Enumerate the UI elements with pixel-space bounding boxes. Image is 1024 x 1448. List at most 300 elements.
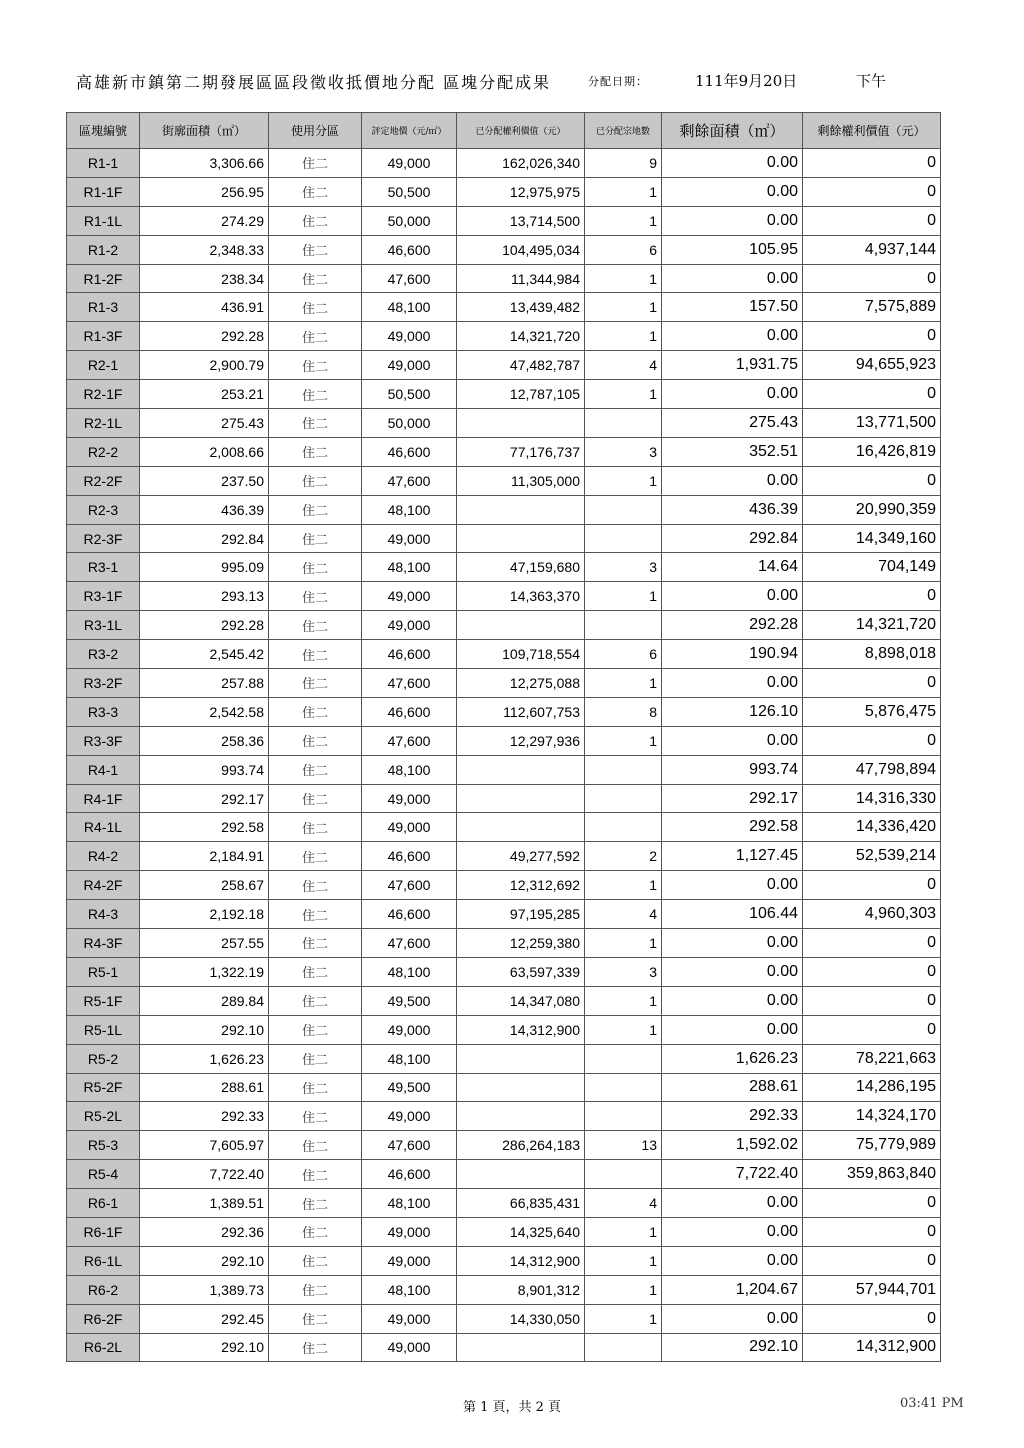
cell-assessed-price: 47,600 [362, 466, 457, 495]
cell-allocated-value [457, 1073, 585, 1102]
cell-zoning: 住二 [269, 813, 362, 842]
cell-zoning: 住二 [269, 1304, 362, 1333]
cell-zoning: 住二 [269, 1246, 362, 1275]
cell-block-id: R3-2 [67, 640, 140, 669]
cell-zoning: 住二 [269, 1333, 362, 1362]
cell-block-id: R6-1L [67, 1246, 140, 1275]
cell-block-area: 3,306.66 [140, 149, 269, 178]
cell-allocated-parcels: 1 [585, 1246, 662, 1275]
cell-allocated-parcels [585, 409, 662, 438]
cell-zoning: 住二 [269, 293, 362, 322]
table-row [67, 726, 941, 755]
table-row [67, 784, 941, 813]
cell-block-area: 995.09 [140, 553, 269, 582]
cell-assessed-price: 49,000 [362, 784, 457, 813]
cell-block-area: 7,722.40 [140, 1160, 269, 1189]
cell-zoning: 住二 [269, 726, 362, 755]
cell-block-area: 238.34 [140, 264, 269, 293]
cell-block-area: 237.50 [140, 466, 269, 495]
cell-block-area: 292.17 [140, 784, 269, 813]
table-row [67, 1189, 941, 1218]
cell-remaining-area: 0.00 [662, 380, 803, 409]
cell-assessed-price: 49,000 [362, 1304, 457, 1333]
cell-block-area: 436.39 [140, 495, 269, 524]
cell-allocated-parcels: 1 [585, 206, 662, 235]
cell-assessed-price: 49,000 [362, 524, 457, 553]
cell-assessed-price: 48,100 [362, 957, 457, 986]
cell-remaining-value: 7,575,889 [803, 293, 941, 322]
table-row [67, 1217, 941, 1246]
cell-assessed-price: 46,600 [362, 900, 457, 929]
cell-allocated-parcels: 1 [585, 1304, 662, 1333]
cell-allocated-value: 14,363,370 [457, 582, 585, 611]
cell-allocated-value: 14,347,080 [457, 986, 585, 1015]
cell-allocated-parcels: 2 [585, 842, 662, 871]
cell-assessed-price: 46,600 [362, 437, 457, 466]
table-row [67, 1160, 941, 1189]
cell-zoning: 住二 [269, 322, 362, 351]
cell-remaining-area: 0.00 [662, 1217, 803, 1246]
cell-zoning: 住二 [269, 1217, 362, 1246]
cell-zoning: 住二 [269, 784, 362, 813]
cell-allocated-value: 109,718,554 [457, 640, 585, 669]
cell-block-id: R4-1L [67, 813, 140, 842]
column-header-remaining-value: 剩餘權利價值（元） [803, 113, 941, 149]
cell-block-area: 293.13 [140, 582, 269, 611]
table-row [67, 929, 941, 958]
cell-assessed-price: 48,100 [362, 1275, 457, 1304]
cell-remaining-area: 1,592.02 [662, 1131, 803, 1160]
cell-block-area: 289.84 [140, 986, 269, 1015]
cell-remaining-value: 0 [803, 871, 941, 900]
cell-remaining-area: 292.33 [662, 1102, 803, 1131]
cell-assessed-price: 48,100 [362, 1044, 457, 1073]
cell-block-area: 1,626.23 [140, 1044, 269, 1073]
table-row [67, 1131, 941, 1160]
cell-allocated-parcels: 4 [585, 1189, 662, 1218]
table-row [67, 177, 941, 206]
cell-zoning: 住二 [269, 264, 362, 293]
cell-zoning: 住二 [269, 409, 362, 438]
cell-remaining-value: 14,286,195 [803, 1073, 941, 1102]
cell-block-id: R3-1F [67, 582, 140, 611]
cell-allocated-value: 11,305,000 [457, 466, 585, 495]
print-time: 03:41 PM [900, 1396, 964, 1411]
cell-assessed-price: 47,600 [362, 871, 457, 900]
cell-allocated-parcels: 8 [585, 697, 662, 726]
table-row [67, 669, 941, 698]
cell-block-id: R1-3 [67, 293, 140, 322]
cell-assessed-price: 46,600 [362, 1160, 457, 1189]
cell-zoning: 住二 [269, 871, 362, 900]
cell-remaining-area: 1,204.67 [662, 1275, 803, 1304]
cell-remaining-value: 52,539,214 [803, 842, 941, 871]
cell-block-area: 288.61 [140, 1073, 269, 1102]
cell-zoning: 住二 [269, 351, 362, 380]
cell-allocated-value: 13,439,482 [457, 293, 585, 322]
cell-allocated-value [457, 784, 585, 813]
cell-block-area: 7,605.97 [140, 1131, 269, 1160]
cell-block-id: R2-3 [67, 495, 140, 524]
cell-remaining-area: 292.28 [662, 611, 803, 640]
cell-remaining-area: 0.00 [662, 1189, 803, 1218]
cell-block-id: R5-3 [67, 1131, 140, 1160]
column-header-allocated-value: 已分配權利價值（元） [457, 113, 585, 149]
cell-allocated-parcels: 1 [585, 177, 662, 206]
cell-remaining-area: 0.00 [662, 1304, 803, 1333]
cell-remaining-value: 14,321,720 [803, 611, 941, 640]
cell-allocated-value [457, 755, 585, 784]
cell-block-area: 2,184.91 [140, 842, 269, 871]
cell-remaining-value: 0 [803, 177, 941, 206]
table-row [67, 553, 941, 582]
cell-allocated-value: 12,275,088 [457, 669, 585, 698]
table-row [67, 611, 941, 640]
cell-zoning: 住二 [269, 235, 362, 264]
cell-zoning: 住二 [269, 1015, 362, 1044]
cell-assessed-price: 47,600 [362, 264, 457, 293]
cell-remaining-value: 0 [803, 726, 941, 755]
cell-allocated-value: 11,344,984 [457, 264, 585, 293]
cell-zoning: 住二 [269, 553, 362, 582]
cell-block-area: 256.95 [140, 177, 269, 206]
cell-zoning: 住二 [269, 1275, 362, 1304]
cell-block-area: 2,900.79 [140, 351, 269, 380]
cell-allocated-parcels: 1 [585, 1217, 662, 1246]
cell-remaining-value: 75,779,989 [803, 1131, 941, 1160]
page-number: 第 1 頁，共 2 頁 [462, 1400, 562, 1415]
table-row [67, 842, 941, 871]
cell-remaining-area: 106.44 [662, 900, 803, 929]
cell-allocated-parcels: 4 [585, 351, 662, 380]
table-row [67, 813, 941, 842]
cell-block-area: 258.36 [140, 726, 269, 755]
table-row [67, 495, 941, 524]
table-row [67, 524, 941, 553]
cell-block-id: R3-1L [67, 611, 140, 640]
cell-zoning: 住二 [269, 1073, 362, 1102]
cell-block-id: R2-1F [67, 380, 140, 409]
cell-remaining-area: 352.51 [662, 437, 803, 466]
cell-allocated-value: 14,325,640 [457, 1217, 585, 1246]
cell-remaining-area: 292.10 [662, 1333, 803, 1362]
table-row [67, 957, 941, 986]
cell-allocated-parcels: 1 [585, 871, 662, 900]
cell-remaining-area: 1,931.75 [662, 351, 803, 380]
cell-remaining-area: 292.17 [662, 784, 803, 813]
cell-remaining-area: 157.50 [662, 293, 803, 322]
cell-block-area: 292.10 [140, 1333, 269, 1362]
cell-remaining-area: 0.00 [662, 726, 803, 755]
cell-remaining-area: 0.00 [662, 264, 803, 293]
cell-allocated-value: 13,714,500 [457, 206, 585, 235]
cell-remaining-value: 0 [803, 1217, 941, 1246]
cell-block-area: 274.29 [140, 206, 269, 235]
cell-zoning: 住二 [269, 380, 362, 409]
cell-block-id: R5-1 [67, 957, 140, 986]
table-row [67, 1044, 941, 1073]
table-row [67, 900, 941, 929]
cell-remaining-area: 0.00 [662, 871, 803, 900]
cell-block-area: 2,348.33 [140, 235, 269, 264]
cell-remaining-area: 288.61 [662, 1073, 803, 1102]
cell-allocated-value: 47,159,680 [457, 553, 585, 582]
cell-block-area: 292.58 [140, 813, 269, 842]
cell-allocated-parcels: 4 [585, 900, 662, 929]
cell-block-id: R1-2 [67, 235, 140, 264]
cell-remaining-area: 292.84 [662, 524, 803, 553]
cell-block-area: 257.55 [140, 929, 269, 958]
cell-remaining-area: 126.10 [662, 697, 803, 726]
cell-assessed-price: 48,100 [362, 495, 457, 524]
cell-allocated-value: 162,026,340 [457, 149, 585, 178]
cell-block-area: 292.10 [140, 1015, 269, 1044]
cell-remaining-area: 0.00 [662, 986, 803, 1015]
cell-allocated-parcels: 1 [585, 929, 662, 958]
cell-remaining-value: 0 [803, 264, 941, 293]
column-header-assessed-price: 評定地價（元/㎡） [362, 113, 457, 149]
cell-assessed-price: 49,000 [362, 813, 457, 842]
cell-allocated-value: 63,597,339 [457, 957, 585, 986]
cell-allocated-value: 14,321,720 [457, 322, 585, 351]
cell-allocated-value [457, 813, 585, 842]
table-row [67, 1275, 941, 1304]
cell-remaining-value: 5,876,475 [803, 697, 941, 726]
cell-block-id: R4-1F [67, 784, 140, 813]
cell-block-id: R6-2F [67, 1304, 140, 1333]
cell-block-area: 2,008.66 [140, 437, 269, 466]
cell-remaining-value: 14,312,900 [803, 1333, 941, 1362]
cell-allocated-value: 12,312,692 [457, 871, 585, 900]
cell-assessed-price: 48,100 [362, 553, 457, 582]
cell-block-area: 1,322.19 [140, 957, 269, 986]
cell-allocated-value: 14,312,900 [457, 1015, 585, 1044]
cell-allocated-value [457, 1333, 585, 1362]
cell-assessed-price: 50,000 [362, 206, 457, 235]
cell-assessed-price: 46,600 [362, 842, 457, 871]
cell-remaining-value: 14,349,160 [803, 524, 941, 553]
cell-allocated-value: 14,312,900 [457, 1246, 585, 1275]
cell-assessed-price: 49,000 [362, 351, 457, 380]
table-row [67, 322, 941, 351]
cell-remaining-value: 0 [803, 380, 941, 409]
cell-allocated-parcels [585, 611, 662, 640]
cell-assessed-price: 49,500 [362, 986, 457, 1015]
cell-zoning: 住二 [269, 957, 362, 986]
cell-assessed-price: 47,600 [362, 669, 457, 698]
report-title: 高雄新市鎮第二期發展區區段徵收抵價地分配 區塊分配成果 [76, 73, 552, 92]
cell-remaining-value: 94,655,923 [803, 351, 941, 380]
cell-zoning: 住二 [269, 640, 362, 669]
cell-assessed-price: 47,600 [362, 726, 457, 755]
allocation-date-label: 分配日期： [588, 75, 648, 88]
table-row [67, 380, 941, 409]
cell-allocated-parcels: 1 [585, 669, 662, 698]
table-row [67, 1073, 941, 1102]
table-row [67, 986, 941, 1015]
table-row [67, 206, 941, 235]
cell-remaining-area: 0.00 [662, 177, 803, 206]
cell-allocated-value [457, 409, 585, 438]
table-row [67, 1246, 941, 1275]
cell-remaining-value: 0 [803, 669, 941, 698]
cell-block-area: 253.21 [140, 380, 269, 409]
cell-block-id: R4-3F [67, 929, 140, 958]
table-row [67, 235, 941, 264]
cell-assessed-price: 47,600 [362, 929, 457, 958]
cell-remaining-area: 993.74 [662, 755, 803, 784]
cell-block-id: R2-2 [67, 437, 140, 466]
cell-remaining-area: 0.00 [662, 466, 803, 495]
cell-block-id: R5-2F [67, 1073, 140, 1102]
cell-remaining-area: 0.00 [662, 582, 803, 611]
cell-block-area: 2,192.18 [140, 900, 269, 929]
cell-allocated-parcels: 13 [585, 1131, 662, 1160]
cell-remaining-value: 4,937,144 [803, 235, 941, 264]
report-header [0, 70, 1024, 94]
cell-assessed-price: 46,600 [362, 640, 457, 669]
cell-remaining-value: 14,336,420 [803, 813, 941, 842]
cell-remaining-area: 0.00 [662, 1246, 803, 1275]
table-row [67, 697, 941, 726]
cell-allocated-parcels [585, 495, 662, 524]
cell-remaining-value: 14,316,330 [803, 784, 941, 813]
cell-remaining-value: 0 [803, 322, 941, 351]
cell-allocated-parcels [585, 784, 662, 813]
table-row [67, 149, 941, 178]
cell-remaining-area: 1,626.23 [662, 1044, 803, 1073]
cell-remaining-value: 704,149 [803, 553, 941, 582]
allocation-table [66, 112, 941, 1362]
cell-remaining-value: 47,798,894 [803, 755, 941, 784]
cell-remaining-value: 8,898,018 [803, 640, 941, 669]
cell-block-area: 258.67 [140, 871, 269, 900]
cell-allocated-value: 8,901,312 [457, 1275, 585, 1304]
cell-assessed-price: 49,000 [362, 149, 457, 178]
cell-allocated-value: 286,264,183 [457, 1131, 585, 1160]
cell-block-id: R1-2F [67, 264, 140, 293]
cell-allocated-value: 12,975,975 [457, 177, 585, 206]
cell-allocated-value: 104,495,034 [457, 235, 585, 264]
cell-zoning: 住二 [269, 669, 362, 698]
cell-assessed-price: 48,100 [362, 755, 457, 784]
cell-allocated-parcels: 1 [585, 986, 662, 1015]
cell-block-area: 436.91 [140, 293, 269, 322]
cell-zoning: 住二 [269, 611, 362, 640]
cell-assessed-price: 49,000 [362, 1015, 457, 1044]
cell-assessed-price: 49,000 [362, 611, 457, 640]
cell-allocated-value: 12,259,380 [457, 929, 585, 958]
cell-allocated-value: 66,835,431 [457, 1189, 585, 1218]
table-row [67, 1304, 941, 1333]
table-row [67, 1015, 941, 1044]
cell-allocated-parcels [585, 1102, 662, 1131]
cell-block-id: R4-1 [67, 755, 140, 784]
cell-remaining-value: 0 [803, 149, 941, 178]
cell-zoning: 住二 [269, 1102, 362, 1131]
cell-block-area: 257.88 [140, 669, 269, 698]
cell-assessed-price: 49,000 [362, 582, 457, 611]
cell-remaining-area: 292.58 [662, 813, 803, 842]
cell-assessed-price: 49,000 [362, 1217, 457, 1246]
table-row [67, 871, 941, 900]
cell-allocated-value: 112,607,753 [457, 697, 585, 726]
cell-block-id: R4-2 [67, 842, 140, 871]
cell-allocated-value [457, 1160, 585, 1189]
cell-remaining-value: 20,990,359 [803, 495, 941, 524]
cell-assessed-price: 49,000 [362, 322, 457, 351]
cell-assessed-price: 49,500 [362, 1073, 457, 1102]
cell-assessed-price: 46,600 [362, 235, 457, 264]
cell-remaining-value: 0 [803, 1304, 941, 1333]
cell-assessed-price: 46,600 [362, 697, 457, 726]
cell-allocated-parcels: 3 [585, 957, 662, 986]
cell-allocated-parcels: 1 [585, 582, 662, 611]
cell-assessed-price: 49,000 [362, 1333, 457, 1362]
table-row [67, 1102, 941, 1131]
cell-block-id: R4-2F [67, 871, 140, 900]
cell-block-id: R2-1 [67, 351, 140, 380]
cell-remaining-value: 57,944,701 [803, 1275, 941, 1304]
cell-allocated-value: 12,297,936 [457, 726, 585, 755]
cell-block-id: R6-1F [67, 1217, 140, 1246]
cell-block-id: R6-2L [67, 1333, 140, 1362]
cell-allocated-value: 47,482,787 [457, 351, 585, 380]
cell-block-id: R1-1 [67, 149, 140, 178]
column-header-remaining-area: 剩餘面積（㎡） [662, 113, 803, 149]
cell-zoning: 住二 [269, 582, 362, 611]
cell-block-id: R3-3 [67, 697, 140, 726]
cell-allocated-value [457, 611, 585, 640]
cell-remaining-area: 0.00 [662, 669, 803, 698]
table-row [67, 264, 941, 293]
cell-allocated-parcels [585, 813, 662, 842]
cell-assessed-price: 50,000 [362, 409, 457, 438]
cell-remaining-area: 14.64 [662, 553, 803, 582]
column-header-block-area: 街廓面積（㎡） [140, 113, 269, 149]
cell-zoning: 住二 [269, 206, 362, 235]
cell-block-id: R5-2 [67, 1044, 140, 1073]
cell-remaining-value: 13,771,500 [803, 409, 941, 438]
column-header-allocated-parcels: 已分配宗地數 [585, 113, 662, 149]
cell-assessed-price: 47,600 [362, 1131, 457, 1160]
cell-block-id: R3-2F [67, 669, 140, 698]
cell-block-id: R6-2 [67, 1275, 140, 1304]
cell-remaining-value: 0 [803, 582, 941, 611]
cell-zoning: 住二 [269, 697, 362, 726]
cell-block-area: 275.43 [140, 409, 269, 438]
cell-allocated-parcels [585, 1073, 662, 1102]
cell-zoning: 住二 [269, 1131, 362, 1160]
cell-block-area: 2,542.58 [140, 697, 269, 726]
cell-remaining-area: 0.00 [662, 206, 803, 235]
cell-zoning: 住二 [269, 900, 362, 929]
cell-remaining-area: 7,722.40 [662, 1160, 803, 1189]
cell-block-id: R3-1 [67, 553, 140, 582]
cell-remaining-value: 0 [803, 1189, 941, 1218]
cell-remaining-value: 0 [803, 1015, 941, 1044]
cell-assessed-price: 49,000 [362, 1102, 457, 1131]
cell-block-id: R1-3F [67, 322, 140, 351]
cell-block-area: 292.36 [140, 1217, 269, 1246]
table-row [67, 437, 941, 466]
cell-allocated-parcels: 1 [585, 726, 662, 755]
table-row [67, 293, 941, 322]
cell-block-id: R2-1L [67, 409, 140, 438]
cell-allocated-parcels: 1 [585, 380, 662, 409]
cell-zoning: 住二 [269, 1160, 362, 1189]
cell-zoning: 住二 [269, 842, 362, 871]
